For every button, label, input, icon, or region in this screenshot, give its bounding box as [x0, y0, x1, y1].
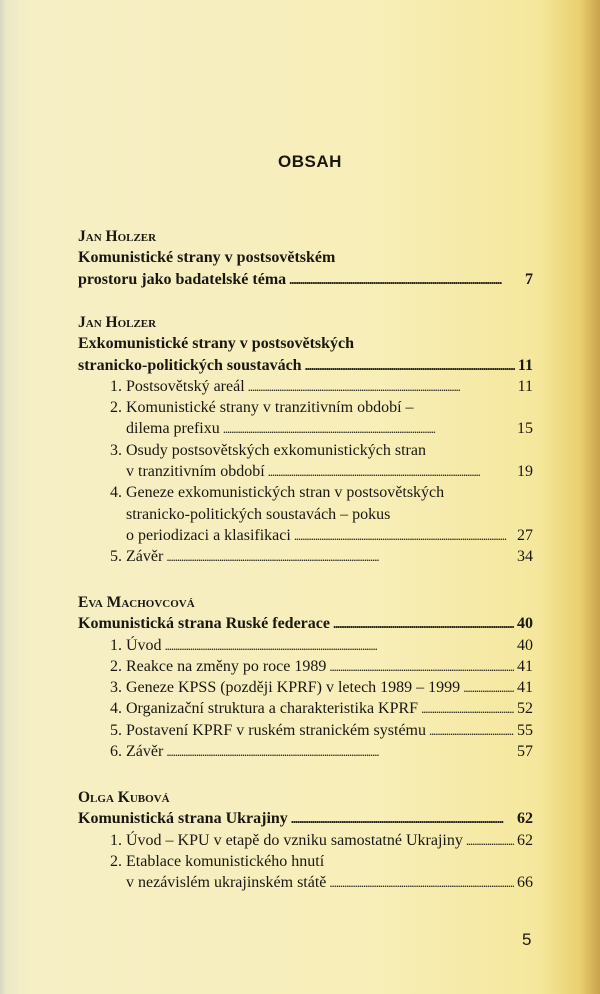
subsection-page-number: 66: [517, 874, 533, 892]
subsection-page-number: 55: [517, 721, 533, 739]
chapter-title-line[interactable]: [78, 808, 533, 829]
chapter-author: Eva Machovcová: [78, 594, 195, 611]
subsection-page-number: 57: [517, 743, 533, 761]
subsection-title: dilema prefixu: [126, 420, 220, 438]
subsection-page-number: 62: [517, 831, 533, 849]
subsection-number: 1.: [110, 831, 122, 849]
subsection-line[interactable]: [78, 720, 533, 741]
dot-leader: [294, 525, 514, 546]
subsection-number: 6.: [110, 743, 122, 761]
dot-leader: [268, 461, 514, 482]
subsection-title: Geneze exkomunistických stran v postsovětských: [126, 484, 445, 502]
dot-leader: [166, 546, 514, 567]
subsection-number: 4.: [110, 484, 122, 502]
dot-leader: [291, 808, 514, 829]
subsection-title: Postavení KPRF v ruském stranickém systému: [126, 721, 426, 739]
chapter-title-line[interactable]: [78, 247, 533, 268]
dot-leader: [333, 613, 514, 634]
toc-section: [78, 226, 533, 290]
subsection-page-number: 41: [517, 657, 533, 675]
subsection-title: v tranzitivním období: [126, 463, 265, 481]
subsection-page-number: 27: [517, 526, 533, 544]
subsection-title: Osudy postsovětských exkomunistických stran: [126, 441, 426, 459]
page-number: 5: [522, 930, 532, 949]
subsection-line[interactable]: [78, 851, 533, 872]
dot-leader: [466, 830, 514, 851]
subsection-line[interactable]: [78, 440, 533, 461]
subsection-line[interactable]: [78, 635, 533, 656]
chapter-page-number: 11: [517, 356, 533, 374]
subsection-page-number: 41: [517, 679, 533, 697]
subsection-title: Úvod – KPU v etapě do vzniku samostatné Ukrajiny: [126, 831, 463, 849]
subsection-line[interactable]: [78, 546, 533, 567]
subsection-page-number: 40: [517, 636, 533, 654]
dot-leader: [421, 698, 514, 719]
dot-leader: [305, 355, 515, 376]
subsection-line[interactable]: [78, 504, 533, 525]
dot-leader: [248, 376, 515, 397]
subsection-page-number: 11: [517, 377, 533, 395]
subsection-title: Organizační struktura a charakteristika KPRF: [126, 700, 419, 718]
dot-leader: [165, 635, 514, 656]
subsection-line[interactable]: [78, 872, 533, 893]
subsection-title: Reakce na změny po roce 1989: [126, 657, 327, 675]
subsection-number: 1.: [110, 636, 122, 654]
subsection-title: Komunistické strany v tranzitivním období –: [126, 399, 414, 417]
subsection-number: 5.: [110, 548, 122, 566]
subsection-line[interactable]: [78, 830, 533, 851]
toc-section: [78, 787, 533, 893]
subsection-number: 3.: [110, 679, 122, 697]
subsection-page-number: 19: [517, 463, 533, 481]
subsection-line[interactable]: [78, 418, 533, 439]
chapter-title-text: Komunistická strana Ruské federace: [78, 615, 330, 633]
subsection-line[interactable]: [78, 397, 533, 418]
subsection-number: 4.: [110, 700, 122, 718]
chapter-author: Jan Holzer: [78, 228, 157, 245]
subsection-title: Etablace komunistického hnutí: [126, 852, 325, 870]
dot-leader: [166, 741, 514, 762]
subsection-line[interactable]: [78, 482, 533, 503]
chapter-page-number: 62: [517, 810, 533, 828]
chapter-title-text: Komunistické strany v postsovětském: [78, 249, 336, 267]
chapter-title-text: stranicko-politických soustavách: [78, 356, 302, 374]
subsection-line[interactable]: [78, 656, 533, 677]
chapter-title-text: prostoru jako badatelské téma: [78, 270, 287, 288]
subsection-line[interactable]: [78, 461, 533, 482]
subsection-number: 5.: [110, 721, 122, 739]
subsection-number: 1.: [110, 377, 122, 395]
subsection-number: 2.: [110, 852, 122, 870]
subsection-title: o periodizaci a klasifikaci: [126, 526, 291, 544]
chapter-title-text: Exkomunistické strany v postsovětských: [78, 335, 355, 353]
subsection-title: v nezávislém ukrajinském státě: [126, 874, 327, 892]
chapter-title-line[interactable]: [78, 333, 533, 354]
toc-section: [78, 592, 533, 762]
chapter-page-number: 7: [525, 270, 533, 288]
subsection-line[interactable]: [78, 376, 533, 397]
subsection-title: Postsovětský areál: [126, 377, 245, 395]
dot-leader: [329, 656, 514, 677]
page-title: OBSAH: [278, 152, 342, 171]
dot-leader: [289, 269, 522, 290]
dot-leader: [429, 720, 514, 741]
subsection-number: 2.: [110, 657, 122, 675]
dot-leader: [223, 418, 514, 439]
subsection-page-number: 52: [517, 700, 533, 718]
dot-leader: [329, 872, 514, 893]
subsection-page-number: 34: [517, 548, 533, 566]
chapter-page-number: 40: [517, 615, 533, 633]
chapter-author: Jan Holzer: [78, 314, 157, 331]
chapter-author: Olga Kubová: [78, 789, 170, 806]
subsection-page-number: 15: [517, 420, 533, 438]
subsection-line[interactable]: [78, 525, 533, 546]
subsection-title: stranicko-politických soustavách – pokus: [126, 505, 391, 523]
subsection-title: Závěr: [126, 548, 164, 566]
subsection-title: Závěr: [126, 743, 164, 761]
chapter-title-line[interactable]: [78, 613, 533, 634]
subsection-title: Úvod: [126, 636, 162, 654]
subsection-title: Geneze KPSS (později KPRF) v letech 1989 – 1999: [126, 679, 461, 697]
chapter-title-line[interactable]: [78, 355, 533, 376]
dot-leader: [463, 677, 514, 698]
toc-section: [78, 312, 533, 568]
subsection-line[interactable]: [78, 741, 533, 762]
chapter-title-text: Komunistická strana Ukrajiny: [78, 810, 288, 828]
subsection-number: 2.: [110, 399, 122, 417]
subsection-line[interactable]: [78, 677, 533, 698]
subsection-number: 3.: [110, 441, 122, 459]
chapter-title-line[interactable]: [78, 269, 533, 290]
subsection-line[interactable]: [78, 698, 533, 719]
